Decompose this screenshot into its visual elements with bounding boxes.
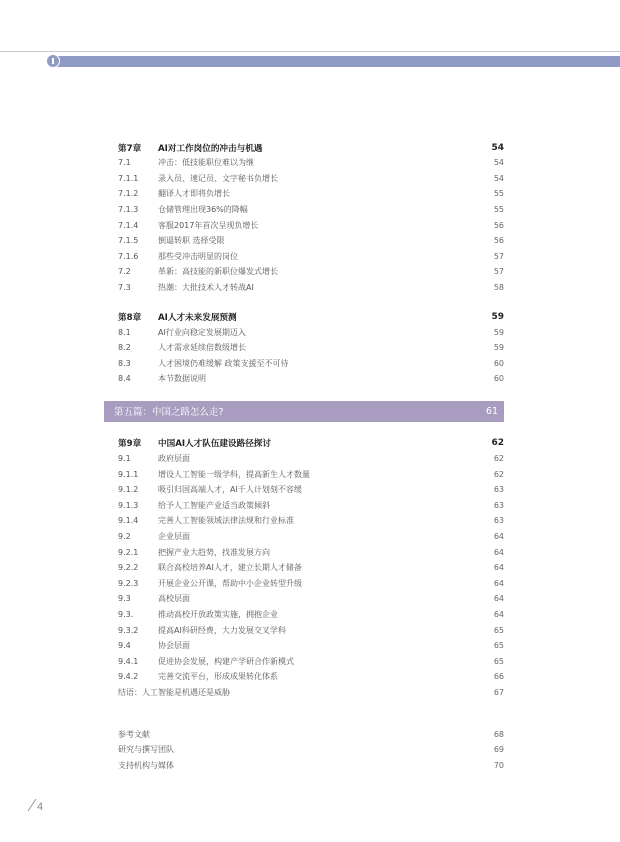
entry-title: 人才需求延续倍数级增长: [158, 343, 246, 353]
entry-title: 增设人工智能一级学科，提高新生人才数量: [158, 469, 310, 479]
page-number: [27, 799, 43, 813]
entry-title: 联合高校培养AI人才，建立长期人才储备: [158, 563, 302, 573]
page-ref: 64: [493, 578, 504, 588]
entry-title: 协会层面: [158, 641, 190, 651]
page-ref: 60: [493, 374, 504, 384]
toc-entry[interactable]: [118, 264, 504, 280]
entry-title: 仓储管理出现36%的降幅: [158, 205, 248, 215]
page-ref: 59: [493, 343, 504, 353]
toc-entry[interactable]: [118, 591, 504, 607]
page-ref: 59: [491, 311, 504, 322]
appendix-entry[interactable]: [118, 726, 504, 742]
page-ref: 67: [493, 687, 504, 697]
entry-number: 9.2.1: [118, 547, 139, 557]
entry-number: 7.1.3: [118, 205, 139, 215]
entry-title: 革新：高技能的新职位爆发式增长: [158, 267, 278, 277]
toc-entry[interactable]: [118, 482, 504, 498]
conclusion-entry[interactable]: [118, 685, 504, 701]
entry-title: 完善人工智能领域法律法规和行业标准: [158, 516, 294, 526]
entry-title: 给予人工智能产业适当政策倾斜: [158, 500, 270, 510]
page-ref: 65: [493, 641, 504, 651]
toc-entry[interactable]: [118, 513, 504, 529]
entry-title: 结语：人工智能是机遇还是威胁: [118, 687, 230, 697]
entry-title: 客服2017年首次呈现负增长: [158, 220, 259, 230]
toc-entry[interactable]: [118, 202, 504, 218]
toc-entry[interactable]: [118, 498, 504, 514]
chapter-number: 第9章: [118, 439, 142, 450]
entry-title: AI行业向稳定发展期迈入: [158, 327, 246, 337]
entry-number: 7.1.1: [118, 173, 139, 183]
page-ref: 54: [491, 142, 504, 153]
entry-title: 吸引归国高端人才，AI千人计划刻不容缓: [158, 485, 302, 495]
entry-number: 9.1.1: [118, 469, 139, 479]
page-ref: 60: [493, 358, 504, 368]
entry-number: 9.4.1: [118, 656, 139, 666]
page-ref: 70: [493, 760, 504, 770]
chapter-title: AI对工作岗位的冲击与机遇: [158, 143, 263, 154]
entry-title: 支持机构与媒体: [118, 760, 174, 770]
entry-title: 推动高校开放政策实施，拥抱企业: [158, 609, 278, 619]
toc-entry[interactable]: [118, 653, 504, 669]
toc-entry[interactable]: [118, 466, 504, 482]
page-ref: 64: [493, 594, 504, 604]
entry-title: 本节数据说明: [158, 374, 206, 384]
toc-entry[interactable]: [118, 575, 504, 591]
toc-entry[interactable]: [118, 217, 504, 233]
header-bar: [50, 56, 620, 67]
info-icon: [46, 54, 60, 68]
page-ref: 65: [493, 625, 504, 635]
page-ref: 57: [493, 251, 504, 261]
toc-entry[interactable]: [118, 622, 504, 638]
toc-entry[interactable]: [118, 356, 504, 372]
header-rule: [0, 51, 620, 52]
page-ref: 62: [491, 438, 504, 449]
entry-number: 9.4: [118, 641, 131, 651]
entry-title: 开展企业公开课，帮助中小企业转型升级: [158, 578, 302, 588]
entry-number: 9.3.2: [118, 625, 139, 635]
toc-entry[interactable]: [118, 280, 504, 296]
page-ref: 65: [493, 656, 504, 666]
entry-number: 9.1.3: [118, 500, 139, 510]
toc-entry[interactable]: [118, 155, 504, 171]
entry-number: 9.2.2: [118, 563, 139, 573]
entry-number: 7.1.2: [118, 189, 139, 199]
page-ref: 55: [493, 189, 504, 199]
slash-icon: [27, 799, 37, 811]
entry-title: 人才困境仍难缓解 政策支援至不可待: [158, 358, 289, 368]
page-ref: 56: [493, 220, 504, 230]
entry-number: 9.2: [118, 531, 131, 541]
entry-title: 促进协会发展，构建产学研合作新模式: [158, 656, 294, 666]
toc-entry[interactable]: [118, 340, 504, 356]
entry-number: 9.1: [118, 454, 131, 464]
chapter-8: [118, 309, 504, 386]
page-ref: 57: [493, 267, 504, 277]
page-ref: 56: [493, 236, 504, 246]
part-five-banner[interactable]: [104, 401, 504, 422]
entry-number: 9.4.2: [118, 672, 139, 682]
entry-number: 7.3: [118, 283, 131, 293]
page-ref: 54: [493, 158, 504, 168]
chapter-number: 第8章: [118, 312, 142, 323]
page-number-value: 4: [37, 801, 44, 813]
page-ref: 63: [493, 485, 504, 495]
entry-number: 9.1.2: [118, 485, 139, 495]
page-ref: 55: [493, 205, 504, 215]
entry-number: 8.2: [118, 343, 131, 353]
chapter-heading[interactable]: [118, 436, 504, 451]
entry-title: 企业层面: [158, 531, 190, 541]
toc-entry[interactable]: [118, 529, 504, 545]
chapter-number: 第7章: [118, 143, 142, 154]
page-ref: 68: [493, 729, 504, 739]
entry-title: 那些受冲击明显的岗位: [158, 251, 238, 261]
table-of-contents: [114, 140, 504, 787]
page-ref: 64: [493, 563, 504, 573]
page-ref: 58: [493, 283, 504, 293]
entry-number: 8.1: [118, 327, 131, 337]
toc-entry[interactable]: [118, 607, 504, 623]
part-title: 第五篇：中国之路怎么走?: [114, 407, 224, 419]
entry-title: 热潮：大批技术人才转战AI: [158, 283, 254, 293]
entry-number: 7.1.6: [118, 251, 139, 261]
toc-entry[interactable]: [118, 249, 504, 265]
page-ref: 66: [493, 672, 504, 682]
appendix: [118, 726, 504, 773]
page-ref: 64: [493, 547, 504, 557]
page-ref: 54: [493, 173, 504, 183]
toc-entry[interactable]: [118, 560, 504, 576]
chapter-heading[interactable]: [118, 309, 504, 324]
chapter-title: AI人才未来发展预测: [158, 312, 237, 323]
toc-entry[interactable]: [118, 171, 504, 187]
entry-number: 9.3: [118, 594, 131, 604]
chapter-9: [118, 436, 504, 701]
entry-title: 倒逼转职 选择受限: [158, 236, 225, 246]
entry-number: 7.1.4: [118, 220, 139, 230]
entry-title: 翻译人才即将负增长: [158, 189, 230, 199]
page-ref: 62: [493, 454, 504, 464]
chapter-7: [118, 140, 504, 295]
entry-title: 政府层面: [158, 454, 190, 464]
page-ref: 64: [493, 531, 504, 541]
page-ref: 63: [493, 516, 504, 526]
entry-number: 7.1: [118, 158, 131, 168]
entry-title: 冲击：低技能职位难以为继: [158, 158, 254, 168]
toc-entry[interactable]: [118, 324, 504, 340]
toc-entry[interactable]: [118, 371, 504, 387]
entry-title: 录入员、速记员、文字秘书负增长: [158, 173, 278, 183]
entry-title: 把握产业大趋势，找准发展方向: [158, 547, 270, 557]
chapter-heading[interactable]: [118, 140, 504, 155]
toc-entry[interactable]: [118, 638, 504, 654]
entry-title: 完善交流平台，形成成果转化体系: [158, 672, 278, 682]
page-ref: 61: [485, 405, 498, 417]
toc-entry[interactable]: [118, 233, 504, 249]
toc-entry[interactable]: [118, 544, 504, 560]
toc-entry[interactable]: [118, 669, 504, 685]
entry-title: 高校层面: [158, 594, 190, 604]
entry-number: 9.1.4: [118, 516, 139, 526]
page-ref: 64: [493, 609, 504, 619]
entry-number: 7.1.5: [118, 236, 139, 246]
entry-number: 9.3.: [118, 609, 134, 619]
page-ref: 59: [493, 327, 504, 337]
toc-entry[interactable]: [118, 186, 504, 202]
entry-title: 参考文献: [118, 729, 150, 739]
entry-number: 9.2.3: [118, 578, 139, 588]
entry-title: 提高AI科研经费，大力发展交叉学科: [158, 625, 286, 635]
entry-number: 8.3: [118, 358, 131, 368]
page-ref: 62: [493, 469, 504, 479]
chapter-title: 中国AI人才队伍建设路径探讨: [158, 439, 271, 450]
entry-number: 7.2: [118, 267, 131, 277]
appendix-entry[interactable]: [118, 742, 504, 758]
entry-number: 8.4: [118, 374, 131, 384]
page-ref: 69: [493, 745, 504, 755]
appendix-entry[interactable]: [118, 757, 504, 773]
toc-entry[interactable]: [118, 451, 504, 467]
entry-title: 研究与撰写团队: [118, 745, 174, 755]
page-ref: 63: [493, 500, 504, 510]
